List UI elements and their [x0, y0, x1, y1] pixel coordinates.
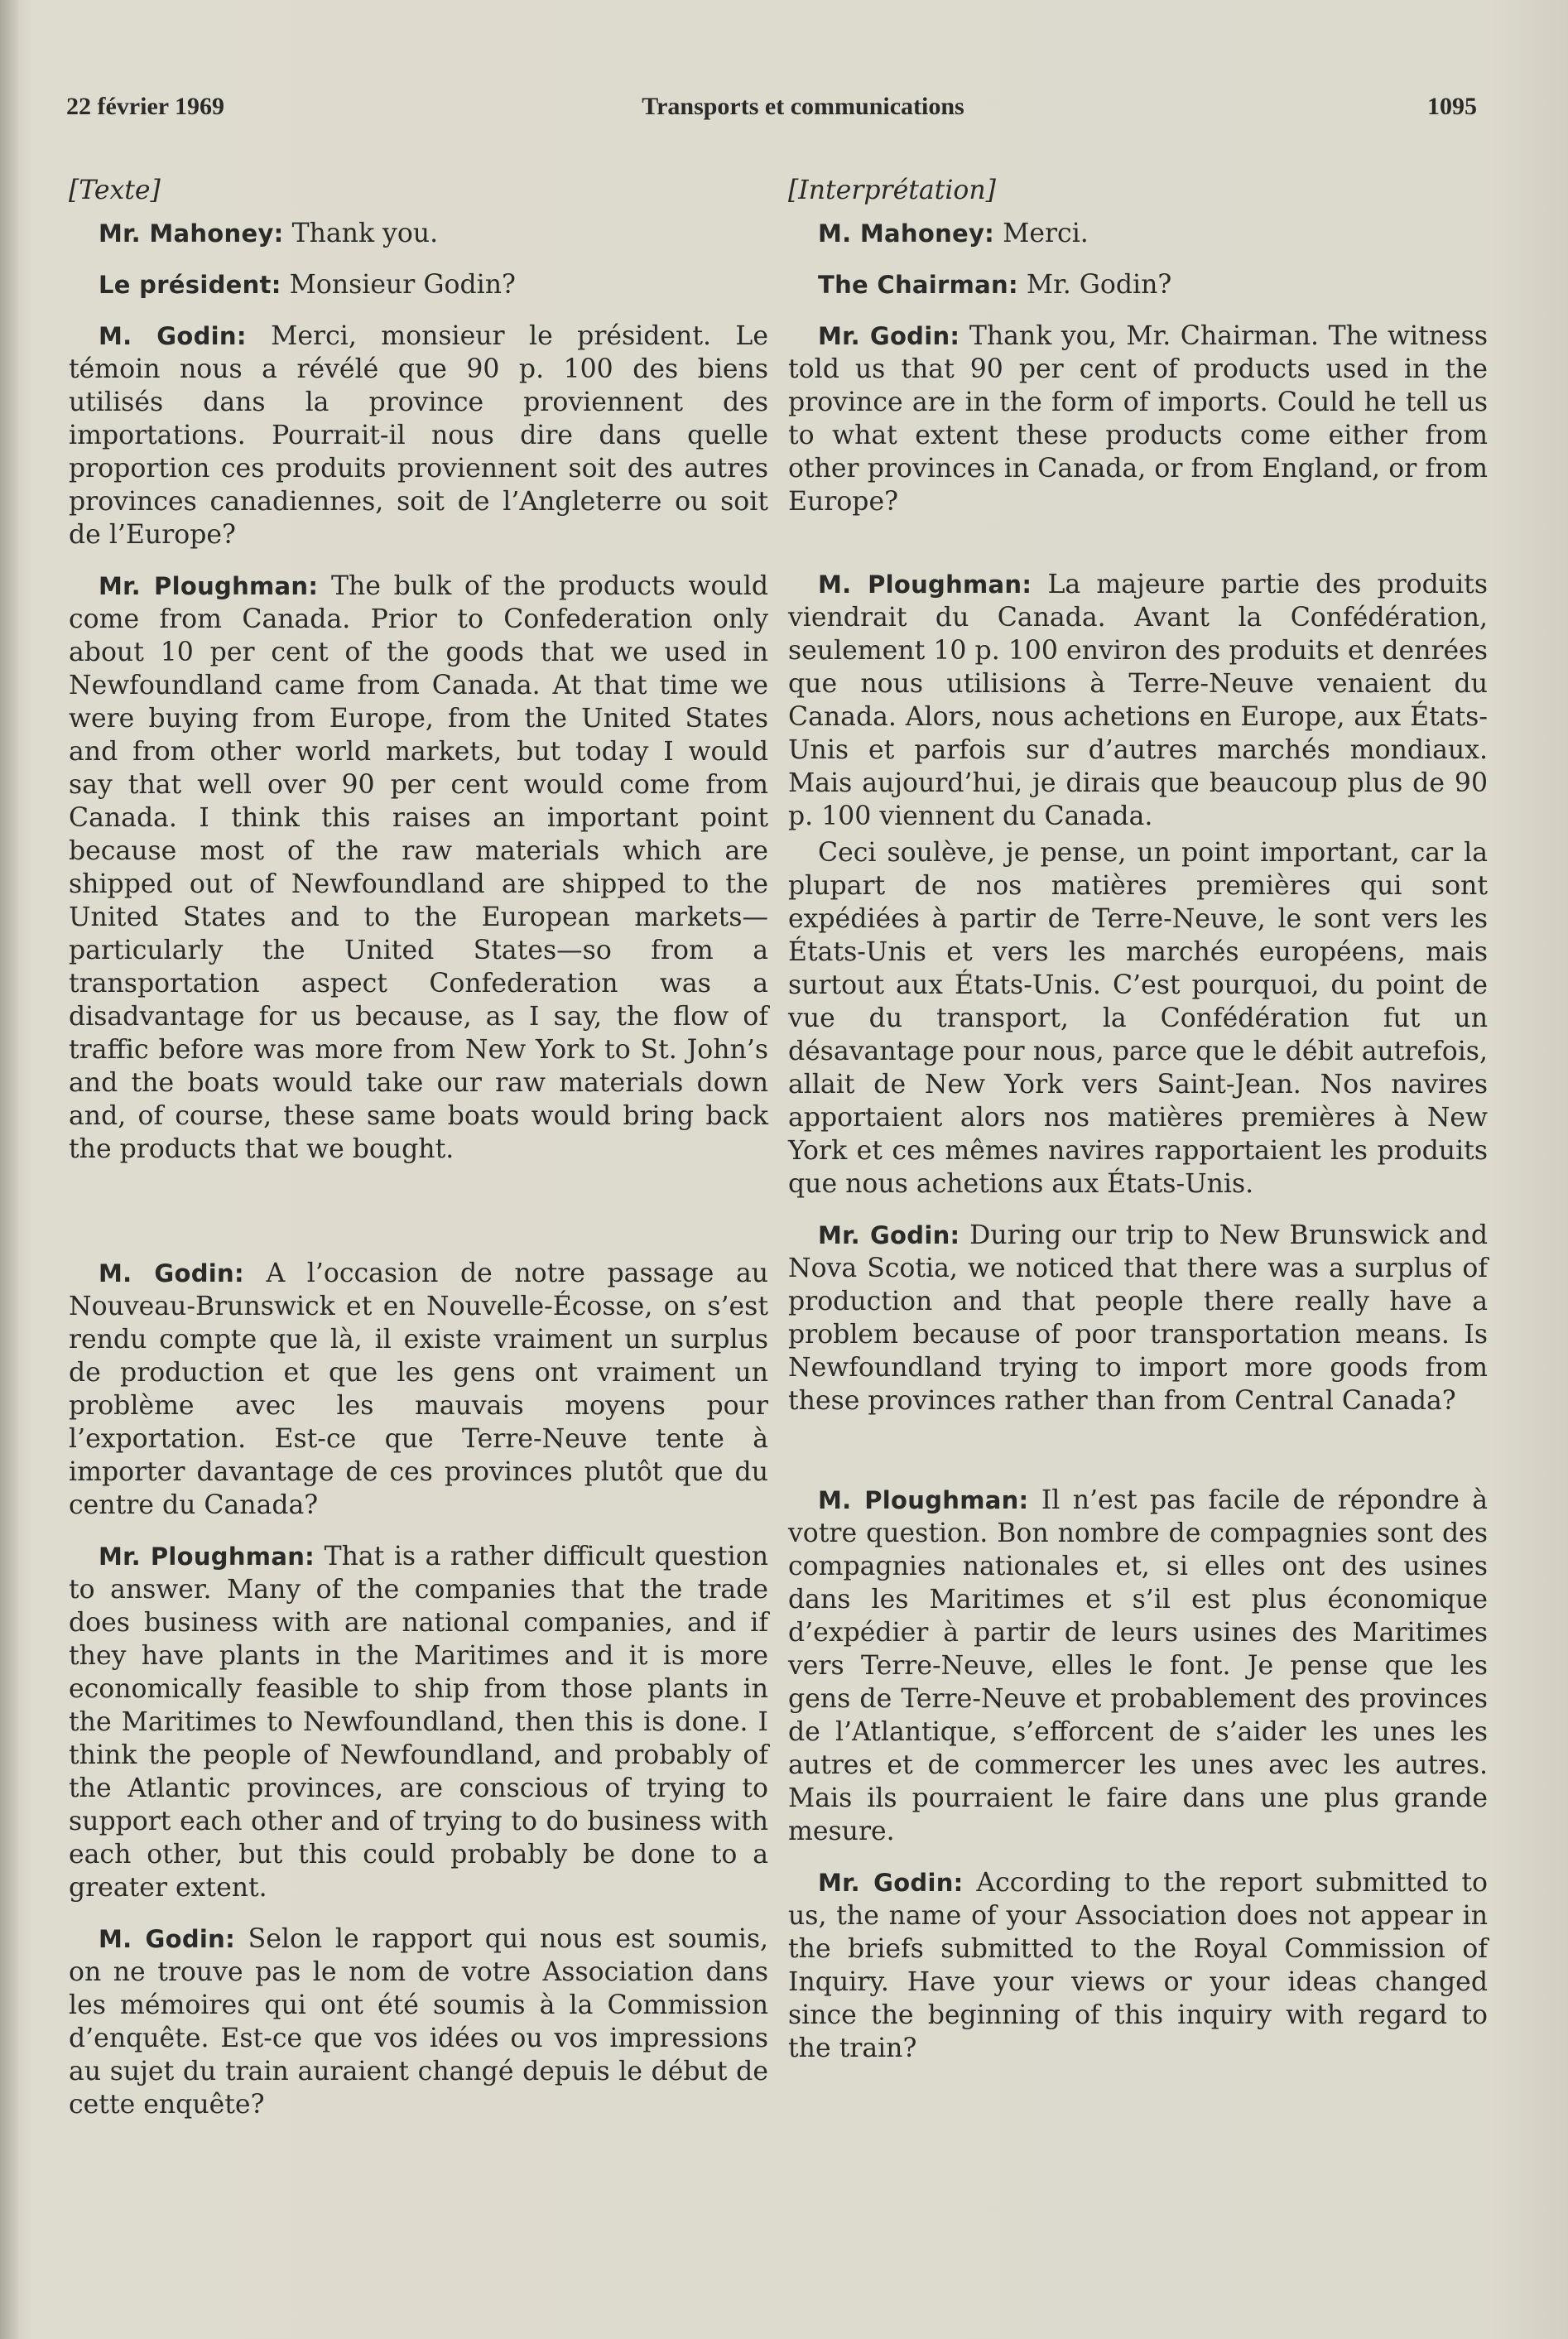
paragraph-text: A l’occasion de notre passage au Nouveau-Brunswick et en Nouvelle-Écosse, on s’est rendu compte que là, il existe vraiment un surplus de production et que les gens ont vraiment un problème avec les mauvais moyens pour l’exportation. Est-ce que Terre-Neuve tente à importer davantage de ces provinces plutôt que du centre du Canada? — [69, 1259, 769, 1520]
paragraph — [69, 570, 768, 1166]
speaker-name: M. Godin: — [99, 322, 247, 350]
paragraph-text: The bulk of the products would come from Canada. Prior to Confederation only about 10 per cent of the goods that we used in Newfoundland came from Canada. At that time we were buying from Europe, from the United States and from other world markets, but today I would say that well over 90 per cent would come from Canada. I think this raises an important point because most of the raw materials which are shipped out of Newfoundland are shipped to the United States and to the European markets—particularly the United States—so from a transportation aspect Confederation was a disadvantage for us because, as I say, the flow of traffic before was more from New York to St. John’s and the boats would take our raw materials down and, of course, these same boats would bring back the products that we bought. — [69, 571, 768, 1164]
speaker-name: Mr. Godin: — [818, 322, 960, 350]
paragraph — [788, 320, 1488, 518]
paragraph — [788, 836, 1488, 1201]
header-title: Transports et communications — [642, 93, 964, 120]
paragraph-text: Il n’est pas facile de répondre à votre question. Bon nombre de compagnies sont des compagnies nationales et, si elles ont des usines dans les Maritimes et s’il est plus économique d’expédier à partir de leurs usines des Maritimes vers Terre-Neuve, elles le font. Je pense que les gens de Terre-Neuve et probablement des provinces de l’Atlantique, s’efforcent de s’aider les unes les autres et de commercer les unes avec les autres. Mais ils pourraient le faire dans une plus grande mesure. — [788, 1485, 1488, 1846]
speaker-name: Le président: — [99, 271, 281, 299]
right-column — [788, 174, 1488, 2083]
paragraph-text: Selon le rapport qui nous est soumis, on ne trouve pas le nom de votre Association dans les mémoires qui ont été soumis à la Commission d’enquête. Est-ce que vos idées ou vos impressions au sujet du train auraient changé depuis le début de cette enquête? — [69, 1924, 769, 2120]
paragraph — [69, 320, 768, 551]
paragraph-text: Ceci soulève, je pense, un point important, car la plupart de nos matières premières qui sont expédiées à partir de Terre-Neuve, le sont vers les États-Unis et vers les marchés européens, mais surtout aux États-Unis. C’est pourquoi, du point de vue du transport, la Confédération fut un désavantage pour nous, parce que le débit autrefois, allait de New York vers Saint-Jean. Nos navires apportaient alors nos matières premières à New York et ces mêmes navires rapportaient les produits que nous achetions aux États-Unis. — [788, 838, 1488, 1199]
paragraph-text: Merci, monsieur le président. Le témoin nous a révélé que 90 p. 100 des biens utilisés dans la province proviennent des importations. Pourrait-il nous dire dans quelle proportion ces produits proviennent soit des autres provinces canadiennes, soit de l’Angleterre ou soit de l’Europe? — [69, 321, 768, 550]
speaker-name: Mr. Mahoney: — [99, 219, 284, 248]
paragraph — [69, 1923, 768, 2121]
paragraph — [788, 1484, 1488, 1848]
paragraph-text: Mr. Godin? — [1017, 270, 1172, 300]
speaker-name: Mr. Ploughman: — [99, 1542, 315, 1571]
page-number: 1095 — [1427, 93, 1477, 120]
paragraph-text: According to the report submitted to us, the name of your Association does not appear in the briefs submitted to the Royal Commission of Inquiry. Have your views or your ideas changed since the beginning of this inquiry with regard to the train? — [788, 1868, 1489, 2063]
speaker-name: M. Ploughman: — [818, 570, 1032, 599]
paragraph-text: Monsieur Godin? — [281, 270, 516, 300]
paragraph — [69, 1540, 768, 1904]
speaker-name: Mr. Godin: — [818, 1221, 960, 1249]
paragraph — [788, 268, 1488, 301]
column-label: [Interprétation] — [788, 176, 996, 205]
paragraph — [69, 1257, 768, 1522]
paragraph-text: That is a rather difficult question to answer. Many of the companies that the trade does business with are national companies, and if they have plants in the Maritimes and it is more economically feasible to ship from those plants in the Maritimes to Newfoundland, then this is done. I think the people of Newfoundland, and probably of the Atlantic provinces, are conscious of trying to support each other and of trying to do business with each other, but this could probably be done to a greater extent. — [69, 1542, 768, 1903]
paragraph — [788, 217, 1488, 250]
paragraph-text: Merci. — [994, 219, 1089, 248]
paragraph — [788, 568, 1488, 833]
binding-shadow — [0, 0, 18, 2339]
paragraph-text: During our trip to New Brunswick and Nova Scotia, we noticed that there was a surplus of production and that people there really have a problem because of poor transportation means. Is Newfoundland trying to import more goods from these provinces rather than from Central Canada? — [788, 1220, 1489, 1416]
speaker-name: M. Godin: — [99, 1259, 244, 1287]
paragraph — [788, 1219, 1488, 1417]
paragraph — [69, 268, 768, 301]
paragraph — [69, 217, 768, 250]
speaker-name: Mr. Ploughman: — [99, 572, 319, 600]
paragraph-text: Thank you, Mr. Chairman. The witness told us that 90 per cent of products used in the province are in the form of imports. Could he tell us to what extent these products come either from other provinces in Canada, or from England, or from Europe? — [788, 321, 1488, 517]
speaker-name: The Chairman: — [818, 271, 1018, 299]
header-date: 22 février 1969 — [66, 93, 225, 120]
speaker-name: M. Mahoney: — [818, 219, 995, 248]
paragraph-text: Thank you. — [283, 219, 439, 248]
speaker-name: Mr. Godin: — [818, 1869, 964, 1897]
paragraph — [788, 1866, 1488, 2065]
speaker-name: M. Ploughman: — [818, 1486, 1029, 1514]
speaker-name: M. Godin: — [99, 1925, 235, 1953]
running-header — [66, 93, 1477, 126]
column-label: [Texte] — [69, 176, 161, 205]
left-column — [69, 174, 768, 2139]
paragraph-text: La majeure partie des produits viendrait du Canada. Avant la Confédération, seulement 10 p. 100 environ des produits et denrées que nous utilisions à Terre-Neuve venaient du Canada. Alors, nous achetions en Europe, aux États-Unis et parfois sur d’autres marchés mondiaux. Mais aujourd’hui, je dirais que beaucoup plus de 90 p. 100 viennent du Canada. — [788, 570, 1488, 831]
